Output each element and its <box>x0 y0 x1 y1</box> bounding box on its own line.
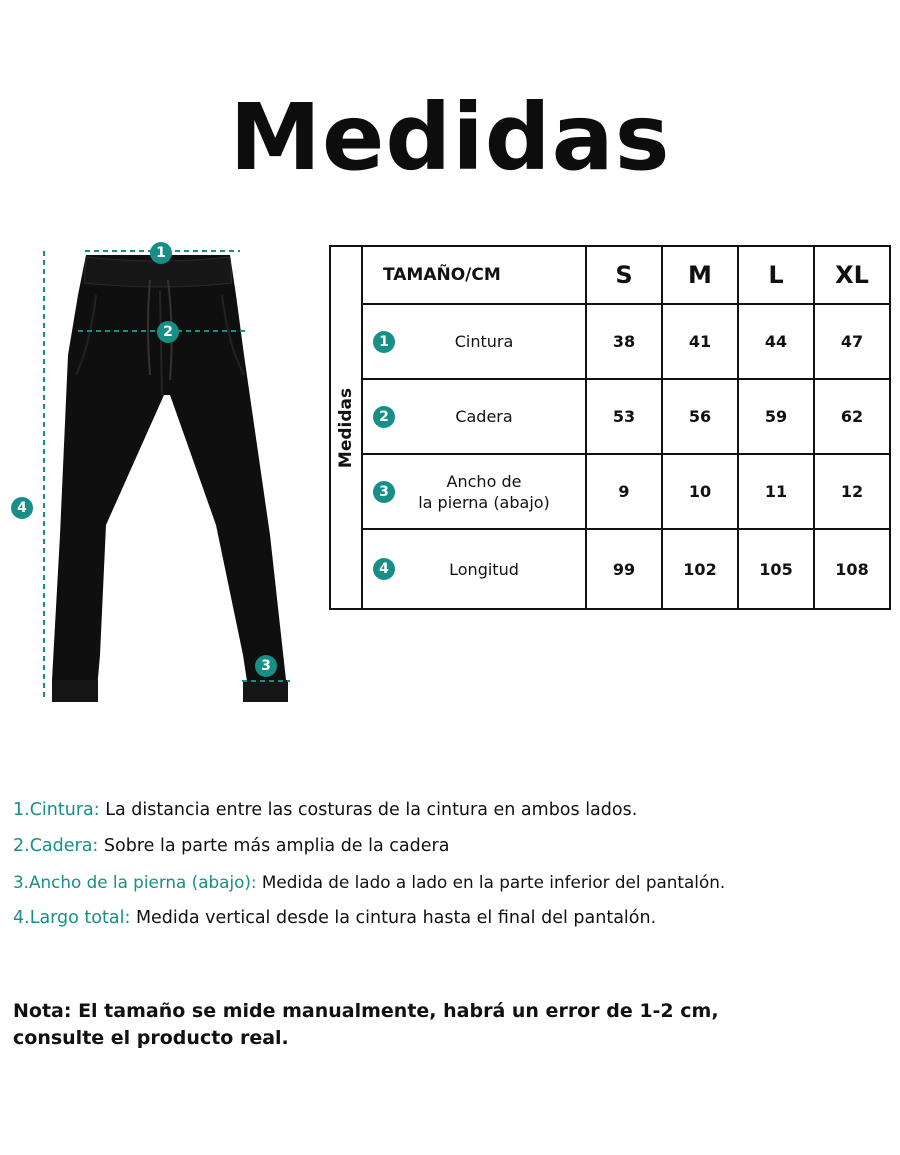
definition-item <box>13 905 893 941</box>
value-cell: 62 <box>814 379 890 454</box>
value-cell: 108 <box>814 529 890 609</box>
size-header-m: M <box>662 246 738 304</box>
row-name: Cadera <box>455 407 513 426</box>
row-name-cell <box>362 454 586 529</box>
row-name: Cintura <box>454 332 514 351</box>
definitions-list <box>13 797 893 941</box>
definition-label: 4.Largo total: <box>13 908 131 928</box>
row-2-badge: 2 <box>373 406 395 428</box>
marker-3-badge: 3 <box>255 655 277 677</box>
row-1-badge: 1 <box>373 331 395 353</box>
pants-diagram <box>0 235 320 715</box>
definition-item <box>13 797 893 833</box>
size-header-xl: XL <box>814 246 890 304</box>
value-cell: 11 <box>738 454 814 529</box>
row-name-line-1: Ancho de <box>446 471 522 491</box>
value-cell: 44 <box>738 304 814 379</box>
size-table <box>329 245 891 610</box>
marker-1-badge: 1 <box>150 242 172 264</box>
definition-label: 1.Cintura: <box>13 800 100 820</box>
row-4-badge: 4 <box>373 558 395 580</box>
value-cell: 53 <box>586 379 662 454</box>
row-name-cell <box>362 304 586 379</box>
note-text <box>13 998 873 1052</box>
value-cell: 102 <box>662 529 738 609</box>
value-cell: 10 <box>662 454 738 529</box>
definition-label: 2.Cadera: <box>13 836 99 856</box>
value-cell: 47 <box>814 304 890 379</box>
page-title: Medidas <box>229 84 671 191</box>
note-line-2: consulte el producto real. <box>13 1027 289 1049</box>
definition-text: Medida vertical desde la cintura hasta el final del pantalón. <box>135 908 657 928</box>
row-name-line-2: la pierna (abajo) <box>418 492 550 512</box>
table-row <box>330 379 890 454</box>
value-cell: 56 <box>662 379 738 454</box>
size-header-s: S <box>586 246 662 304</box>
row-name: Longitud <box>449 559 519 579</box>
table-row <box>330 529 890 609</box>
value-cell: 59 <box>738 379 814 454</box>
definition-item <box>13 833 893 869</box>
side-label: Medidas <box>336 387 356 468</box>
row-name-cell <box>362 529 586 609</box>
marker-4-badge: 4 <box>11 497 33 519</box>
value-cell: 38 <box>586 304 662 379</box>
size-header-l: L <box>738 246 814 304</box>
value-cell: 105 <box>738 529 814 609</box>
table-side-cell <box>330 246 362 609</box>
definition-label: 3.Ancho de la pierna (abajo): <box>13 872 257 892</box>
table-header-row <box>330 246 890 304</box>
definition-text: La distancia entre las costuras de la cintura en ambos lados. <box>105 800 638 820</box>
definition-item <box>13 869 893 905</box>
note-line-1: Nota: El tamaño se mide manualmente, habrá un error de 1-2 cm, <box>13 1000 719 1022</box>
row-name-cell <box>362 379 586 454</box>
value-cell: 99 <box>586 529 662 609</box>
row-3-badge: 3 <box>373 481 395 503</box>
header-label: TAMAÑO/CM <box>362 246 586 304</box>
table-row <box>330 304 890 379</box>
value-cell: 41 <box>662 304 738 379</box>
black-jogger-pants-image <box>0 235 320 715</box>
definition-text: Sobre la parte más amplia de la cadera <box>103 836 450 856</box>
definition-text: Medida de lado a lado en la parte inferior del pantalón. <box>261 872 726 892</box>
value-cell: 12 <box>814 454 890 529</box>
marker-2-badge: 2 <box>157 321 179 343</box>
value-cell: 9 <box>586 454 662 529</box>
table-row <box>330 454 890 529</box>
